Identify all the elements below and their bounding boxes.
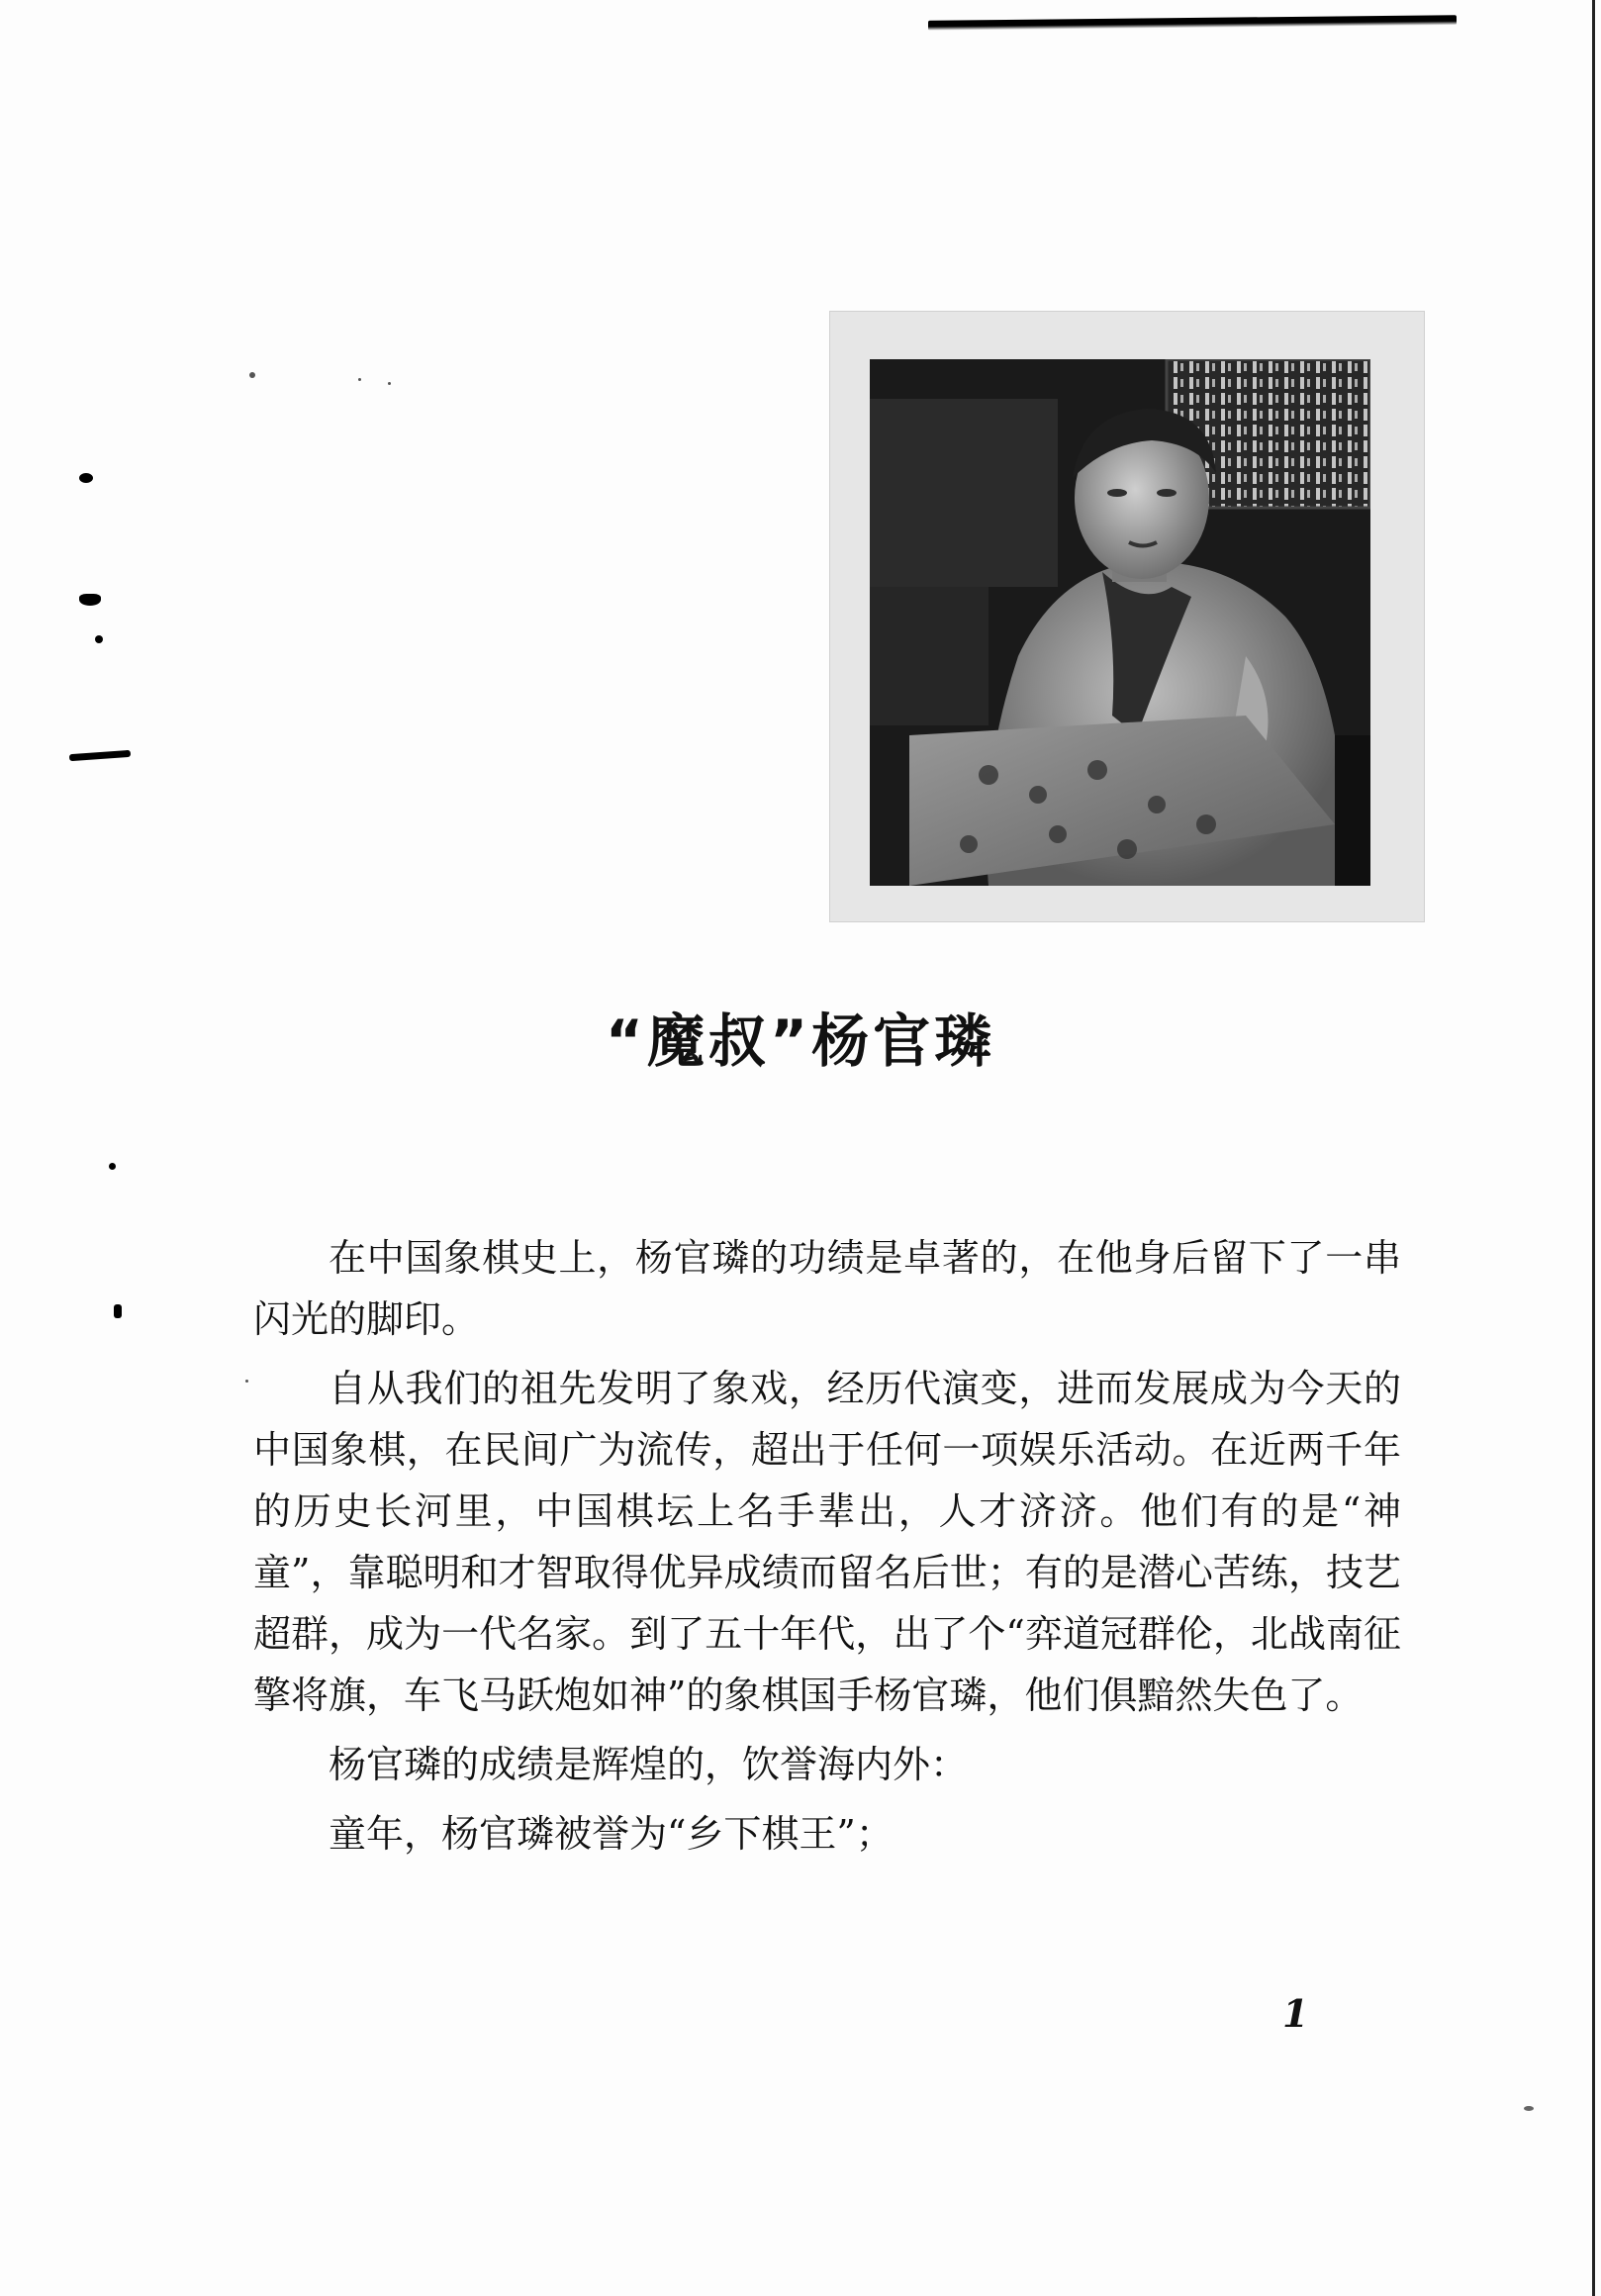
scan-speck [109, 1163, 116, 1170]
scan-speck [114, 1304, 122, 1318]
chapter-title: “魔叔”杨官璘 [605, 1007, 996, 1075]
scan-speck [249, 372, 255, 378]
paragraph-4: 童年，杨官璘被誉为“乡下棋王”； [329, 1812, 894, 1856]
scan-speck [388, 382, 391, 385]
photo-frame [829, 311, 1425, 922]
scan-right-edge [1592, 0, 1595, 2296]
scan-speck [79, 473, 93, 483]
paragraph-2: 自从我们的祖先发明了象戏，经历代演变，进而发展成为今天的中国象棋，在民间广为流传，超出于任何一项娱乐活动。在近两千年的历史长河里，中国棋坛上名手辈出，人才济济。他们有的是“神童”，靠聪明和才智取得优异成绩而留名后世；有的是潜心苦练，技艺超群，成为一代名家。到了五十年代，出了个“弈道冠群伦，北战南征擎将旗，车飞马跃炮如神”的象棋国手杨官璘，他们俱黯然失色了。 [253, 1367, 1401, 1717]
scan-speck [1524, 2106, 1534, 2111]
portrait-illustration [870, 359, 1370, 886]
paragraph-3: 杨官璘的成绩是辉煌的，饮誉海内外： [329, 1743, 969, 1786]
body-text [253, 1227, 1401, 1872]
scan-speck [245, 1380, 248, 1383]
scan-speck [358, 378, 361, 381]
portrait-photo [870, 359, 1370, 886]
scan-speck [79, 594, 101, 606]
scan-top-rule [928, 15, 1457, 31]
scan-speck [95, 635, 103, 643]
paragraph-1: 在中国象棋史上，杨官璘的功绩是卓著的，在他身后留下了一串闪光的脚印。 [253, 1236, 1401, 1341]
scan-speck [69, 750, 131, 761]
page-number: 1 [1282, 1991, 1309, 2036]
